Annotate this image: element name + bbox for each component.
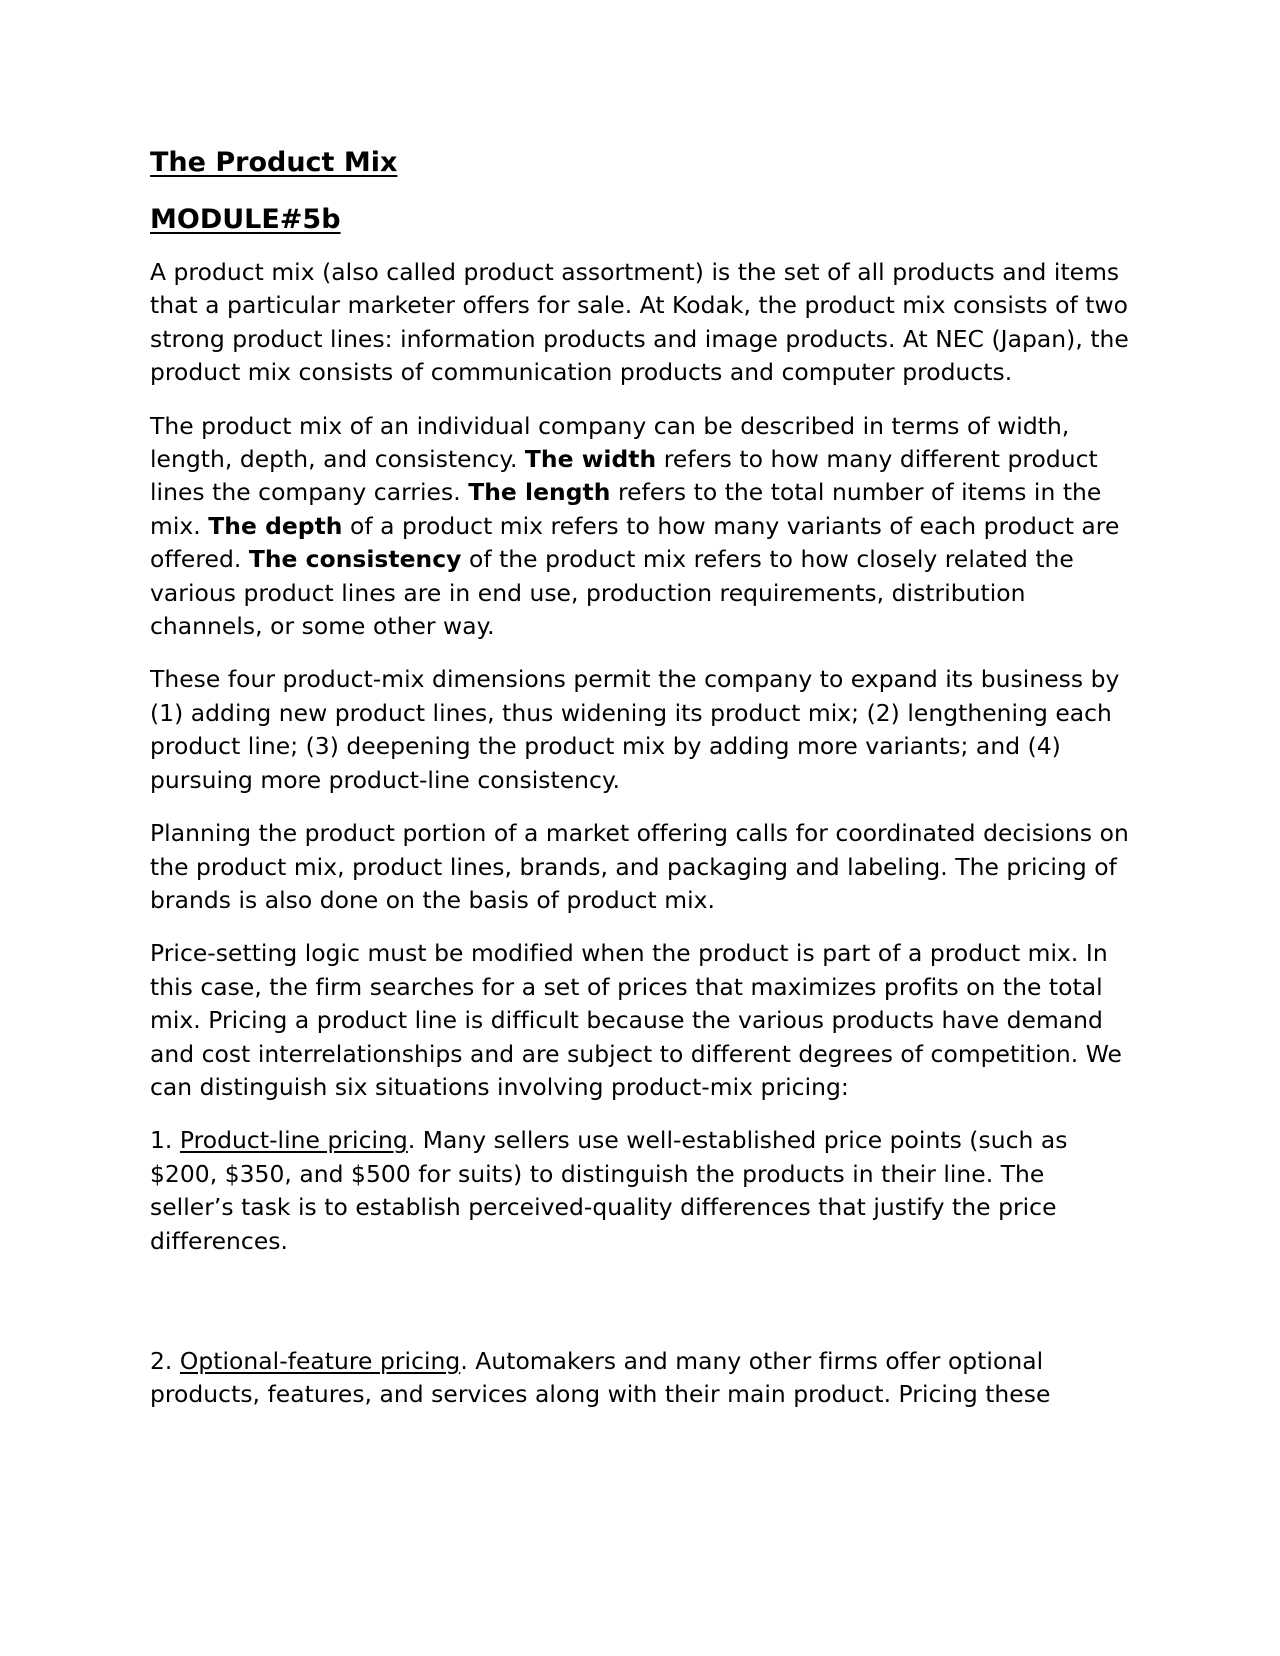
consistency-text: of the product mix refers to how closely related the various product lines are in end use, production requirements, distribution channels, or some other way. — [150, 545, 1074, 641]
paragraph-definition: A product mix (also called product assortment) is the set of all products and items that a particular marketer offers for sale. At Kodak, the product mix consists of two strong product lines: information products and image products. At NEC (Japan), the product mix consists of communication products and computer products. — [150, 258, 1129, 387]
length-text: refers to the total number of items in the mix. — [150, 478, 1102, 540]
paragraph-dimensions — [150, 410, 1130, 644]
item-number: 2. — [150, 1346, 180, 1375]
depth-term: The depth — [208, 511, 343, 540]
paragraph-pricing-logic: Price-setting logic must be modified when the product is part of a product mix. In this case, the firm searches for a set of prices that maximizes profits on the total mix. Pricing a product line is difficult because the various products have demand and cost interrelationships and are subject to different degrees of competition. We can distinguish six situations involving product-mix pricing: — [150, 939, 1122, 1101]
item-text: . Automakers and many other firms offer optional products, features, and services along with their main product. Pricing these — [150, 1346, 1051, 1409]
depth-text: of a product mix refers to how many variants of each product are offered. — [150, 511, 1120, 574]
paragraph-planning: Planning the product portion of a market offering calls for coordinated decisions on the product mix, product lines, brands, and packaging and labeling. The pricing of brands is also done on the basis of product mix. — [150, 819, 1129, 914]
list-item-product-line-pricing — [150, 1124, 1130, 1258]
item-term: Optional-feature pricing — [179, 1346, 461, 1375]
paragraph-expansion: These four product-mix dimensions permit the company to expand its business by (1) adding new product lines, thus widening its product mix; (2) lengthening each product line; (3) deepening the product mix by adding more variants; and (4) pursuing more product-line consistency. — [150, 665, 1120, 794]
length-term: The length — [468, 478, 611, 507]
item-text: . Many sellers use well-established price points (such as $200, $350, and $500 for suits) to distinguish the products in their line. The seller’s task is to establish perceived-quality differences that justify the price differences. — [150, 1126, 1068, 1255]
document-title: The Product Mix — [150, 147, 398, 178]
item-term: Product-line pricing — [179, 1126, 408, 1155]
consistency-term: The consistency — [248, 545, 462, 574]
item-number: 1. — [150, 1126, 180, 1155]
document-page — [150, 145, 1130, 1432]
dimensions-intro: The product mix of an individual company can be described in terms of width, length, depth, and consistency. — [150, 411, 1070, 474]
width-text: refers to how many different product lines the company carries. — [150, 445, 1098, 507]
width-term: The width — [524, 445, 657, 474]
list-item-optional-feature-pricing — [150, 1345, 1130, 1412]
module-heading: MODULE#5b — [150, 204, 341, 235]
blank-line — [150, 1278, 1130, 1345]
